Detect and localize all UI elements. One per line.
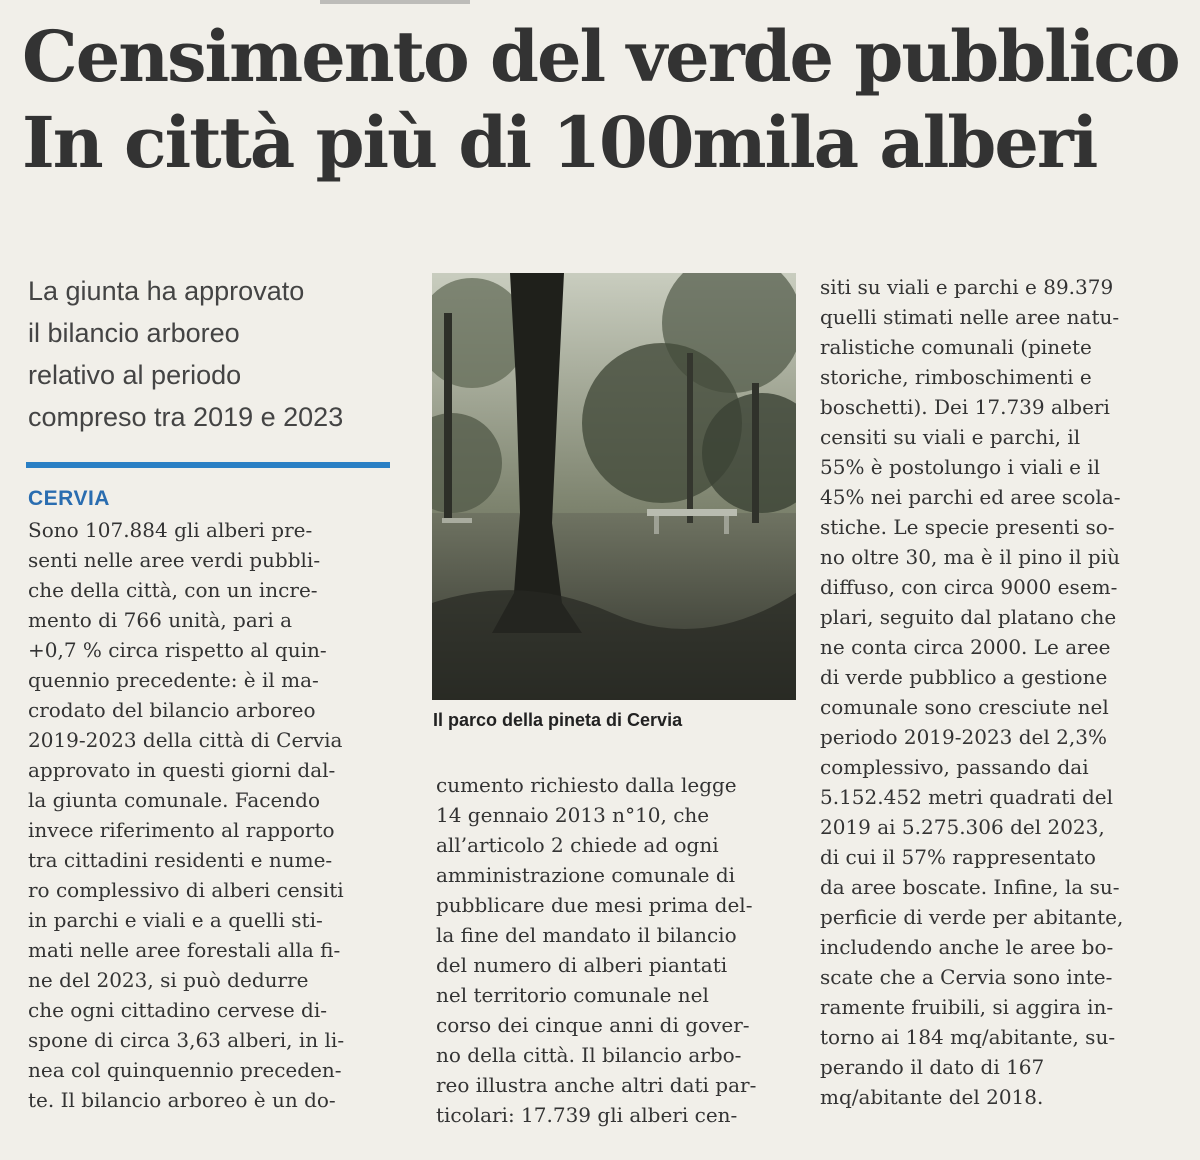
article-text-line: all’articolo 2 chiede ad ogni [436,833,719,857]
article-text-line: approvato in questi giorni dal- [28,758,336,782]
article-text-line: in parchi e viali e a quelli sti- [28,908,323,932]
article-text-line: senti nelle aree verdi pubbli- [28,548,321,572]
article-text-line: corso dei cinque anni di gover- [436,1013,750,1037]
article-text-line: no della città. Il bilancio arbo- [436,1043,742,1067]
headline-line: Censimento del verde pubblico [22,15,1179,98]
article-text-line: mq/abitante del 2018. [820,1085,1044,1109]
article-text-line: ne del 2023, si può dedurre [28,968,309,992]
article-text-line: ralistiche comunali (pinete [820,335,1092,359]
article-text-line: Sono 107.884 gli alberi pre- [28,518,313,542]
article-text-line: siti su viali e parchi e 89.379 [820,275,1114,299]
article-text-line: stiche. Le specie presenti so- [820,515,1115,539]
article-text-line: amministrazione comunale di [436,863,736,887]
article-text-line: di cui il 57% rappresentato [820,845,1096,869]
article-text-line: 14 gennaio 2013 n°10, che [436,803,710,827]
dateline: CERVIA [28,487,110,510]
article-text-line: reo illustra anche altri dati par- [436,1073,757,1097]
article-text-line: che della città, con un incre- [28,578,318,602]
headline [22,14,1187,186]
article-text-line: no oltre 30, ma è il pino il più [820,545,1120,569]
subheadline-line: il bilancio arboreo [28,318,240,348]
park-photo-image [432,273,796,700]
article-text-line: 45% nei parchi ed aree scola- [820,485,1121,509]
article-text-line: includendo anche le aree bo- [820,935,1114,959]
article-column-1 [28,515,403,1115]
article-column-3 [820,272,1180,1112]
article-text-line: che ogni cittadino cervese di- [28,998,327,1022]
article-column-2 [436,770,806,1130]
article-text-line: boschetti). Dei 17.739 alberi [820,395,1110,419]
article-text-line: storiche, rimboschimenti e [820,365,1092,389]
photo-caption: Il parco della pineta di Cervia [433,710,683,730]
article-text-line: periodo 2019-2023 del 2,3% [820,725,1107,749]
article-text-line: tra cittadini residenti e nume- [28,848,333,872]
article-text-line: complessivo, passando dai [820,755,1089,779]
article-text-line: quelli stimati nelle aree natu- [820,305,1120,329]
article-text-line: invece riferimento al rapporto [28,818,335,842]
article-text-line: ticolari: 17.739 gli alberi cen- [436,1103,738,1127]
article-text-line: torno ai 184 mq/abitante, su- [820,1025,1116,1049]
article-text-line: pubblicare due mesi prima del- [436,893,753,917]
subheadline-line: La giunta ha approvato [28,276,305,306]
article-text-line: nel territorio comunale nel [436,983,709,1007]
headline-line: In città più di 100mila alberi [22,101,1097,184]
subheadline-line: compreso tra 2019 e 2023 [28,402,344,432]
article-text-line: +0,7 % circa rispetto al quin- [28,638,327,662]
article-text-line: spone di circa 3,63 alberi, in li- [28,1028,345,1052]
park-photo [432,273,796,700]
article-text-line: di verde pubblico a gestione [820,665,1108,689]
article-text-line: del numero di alberi piantati [436,953,728,977]
article-text-line: la fine del mandato il bilancio [436,923,737,947]
article-text-line: ro complessivo di alberi censiti [28,878,344,902]
article-text-line: diffuso, con circa 9000 esem- [820,575,1118,599]
article-text-line: perficie di verde per abitante, [820,905,1124,929]
article-text-line: 55% è postolungo i viali e il [820,455,1101,479]
article-text-line: comunale sono cresciute nel [820,695,1109,719]
article-text-line: ne conta circa 2000. Le aree [820,635,1111,659]
article-text-line: mati nelle aree forestali alla fi- [28,938,341,962]
article-text-line: plari, seguito dal platano che [820,605,1117,629]
article-text-line: perando il dato di 167 [820,1055,1045,1079]
article-text-line: cumento richiesto dalla legge [436,773,737,797]
subheadline [28,270,408,438]
page-top-mark [320,0,470,4]
article-text-line: scate che a Cervia sono inte- [820,965,1113,989]
article-text-line: da aree boscate. Infine, la su- [820,875,1120,899]
article-text-line: quennio precedente: è il ma- [28,668,319,692]
article-text-line: crodato del bilancio arboreo [28,698,316,722]
article-text-line: 2019 ai 5.275.306 del 2023, [820,815,1105,839]
article-text-line: ramente fruibili, si aggira in- [820,995,1114,1019]
article-text-line: 5.152.452 metri quadrati del [820,785,1114,809]
section-divider [26,462,390,468]
article-text-line: mento di 766 unità, pari a [28,608,293,632]
article-text-line: la giunta comunale. Facendo [28,788,321,812]
article-text-line: nea col quinquennio preceden- [28,1058,342,1082]
article-text-line: 2019-2023 della città di Cervia [28,728,343,752]
article-text-line: censiti su viali e parchi, il [820,425,1081,449]
subheadline-line: relativo al periodo [28,360,242,390]
article-text-line: te. Il bilancio arboreo è un do- [28,1088,336,1112]
